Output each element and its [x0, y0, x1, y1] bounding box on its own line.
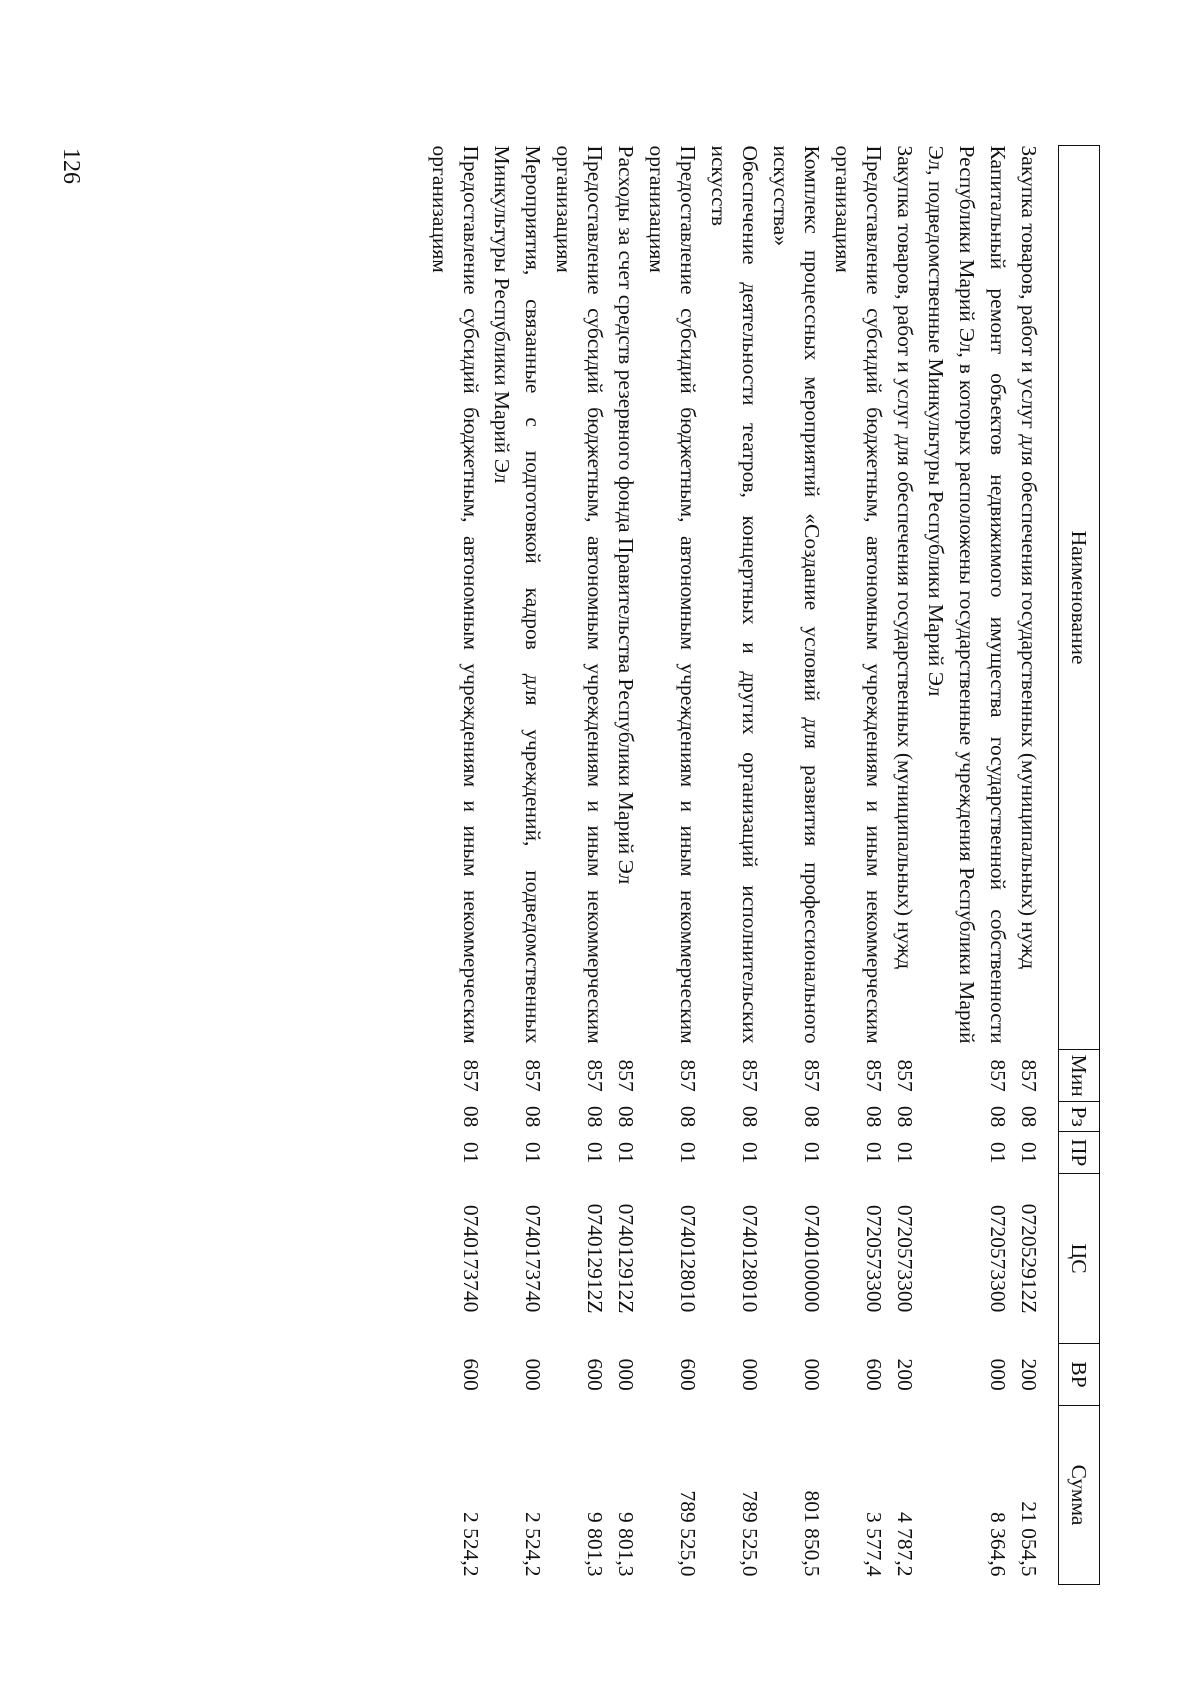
row-vr: 600 [583, 1358, 607, 1391]
row-rz: 08 [676, 1105, 700, 1128]
row-vr: 600 [459, 1358, 483, 1391]
row-cs: 074012912Z [614, 1203, 638, 1314]
row-pr: 01 [893, 1141, 917, 1164]
row-sum: 9 801,3 [614, 1512, 638, 1577]
row-vr: 600 [676, 1358, 700, 1391]
row-vr: 000 [738, 1358, 762, 1391]
header-name: Наименование [1059, 146, 1100, 1050]
header-min: Мин [1059, 1050, 1100, 1102]
header-spacer [1044, 146, 1059, 1585]
row-name: Закупка товаров, работ и услуг для обеспечения государственных (муниципальных) нужд [893, 145, 917, 970]
row-cs: 0720573300 [893, 1204, 917, 1313]
row-min: 857 [521, 1059, 545, 1092]
row-rz: 08 [738, 1105, 762, 1128]
row-cs: 0720573300 [986, 1204, 1010, 1313]
row-vr: 200 [1017, 1358, 1041, 1391]
row-sum: 9 801,3 [583, 1512, 607, 1577]
row-min: 857 [800, 1059, 824, 1092]
row-name: Комплекс процессных мероприятий «Создание условий для развития профессионального искусства» [769, 145, 824, 1044]
row-pr: 01 [986, 1141, 1010, 1164]
row-pr: 01 [676, 1141, 700, 1164]
row-min: 857 [459, 1059, 483, 1092]
row-rz: 08 [614, 1105, 638, 1128]
row-cs: 0740173740 [521, 1204, 545, 1313]
table-row [641, 146, 703, 1585]
row-vr: 000 [986, 1358, 1010, 1391]
row-name: Предоставление субсидий бюджетным, автономным учреждениям и иным некоммерческим организациям [428, 145, 483, 1044]
row-rz: 08 [521, 1105, 545, 1128]
header-sum: Сумма [1059, 1406, 1100, 1585]
row-cs: 0740128010 [676, 1204, 700, 1313]
row-name: Мероприятия, связанные с подготовкой кадров для учреждений, подведомственных Минкультуры Республики Марий Эл [490, 145, 545, 1044]
row-min: 857 [676, 1059, 700, 1092]
row-name: Расходы за счет средств резервного фонда Правительства Республики Марий Эл [614, 145, 638, 885]
row-sum: 789 525,0 [738, 1490, 762, 1577]
row-min: 857 [986, 1059, 1010, 1092]
row-vr: 000 [800, 1358, 824, 1391]
row-sum: 21 054,5 [1017, 1501, 1041, 1577]
budget-table [424, 145, 1100, 1585]
row-rz: 08 [893, 1105, 917, 1128]
row-min: 857 [1017, 1059, 1041, 1092]
row-cs: 0740128010 [738, 1204, 762, 1313]
row-pr: 01 [738, 1141, 762, 1164]
row-cs: 072052912Z [1017, 1203, 1041, 1314]
table-header [1059, 146, 1100, 1585]
row-vr: 200 [893, 1358, 917, 1391]
row-name: Закупка товаров, работ и услуг для обеспечения государственных (муниципальных) нужд [1017, 145, 1041, 970]
row-name: Капитальный ремонт объектов недвижимого имущества государственной собственности Республики Марий Эл, в которых расположены государственные учреждения Республики Марий Эл, подведомственные Минкультуры Республики Марий Эл [924, 145, 1010, 1044]
row-pr: 01 [800, 1141, 824, 1164]
header-pr: ПР [1059, 1132, 1100, 1174]
row-sum: 3 577,4 [862, 1512, 886, 1577]
header-vr: ВР [1059, 1344, 1100, 1406]
table-row [610, 146, 641, 1585]
table-row [920, 146, 1013, 1585]
row-rz: 08 [583, 1105, 607, 1128]
header-rz: Рз [1059, 1102, 1100, 1132]
row-pr: 01 [459, 1141, 483, 1164]
row-sum: 789 525,0 [676, 1490, 700, 1577]
row-pr: 01 [521, 1141, 545, 1164]
row-sum: 2 524,2 [459, 1512, 483, 1577]
row-sum: 801 850,5 [800, 1490, 824, 1577]
row-cs: 0740100000 [800, 1204, 824, 1313]
table-row [424, 146, 486, 1585]
row-vr: 000 [614, 1358, 638, 1391]
row-rz: 08 [459, 1105, 483, 1128]
table-row [1013, 146, 1044, 1585]
row-rz: 08 [862, 1105, 886, 1128]
table-row [548, 146, 610, 1585]
row-pr: 01 [583, 1141, 607, 1164]
row-min: 857 [614, 1059, 638, 1092]
row-name: Предоставление субсидий бюджетным, автономным учреждениям и иным некоммерческим организациям [552, 145, 607, 1044]
table-row [889, 146, 920, 1585]
row-min: 857 [893, 1059, 917, 1092]
row-min: 857 [738, 1059, 762, 1092]
row-name: Предоставление субсидий бюджетным, автономным учреждениям и иным некоммерческим организациям [831, 145, 886, 1044]
row-pr: 01 [862, 1141, 886, 1164]
row-name: Обеспечение деятельности театров, концертных и других организаций исполнительских искусств [707, 145, 762, 1044]
row-pr: 01 [614, 1141, 638, 1164]
table-row [486, 146, 548, 1585]
row-cs: 074012912Z [583, 1203, 607, 1314]
page-number: 126 [58, 148, 84, 184]
row-min: 857 [862, 1059, 886, 1092]
row-sum: 2 524,2 [521, 1512, 545, 1577]
rotated-page-content [100, 145, 1100, 1585]
row-pr: 01 [1017, 1141, 1041, 1164]
table-row [703, 146, 765, 1585]
row-rz: 08 [1017, 1105, 1041, 1128]
header-cs: ЦС [1059, 1174, 1100, 1344]
row-cs: 0740173740 [459, 1204, 483, 1313]
table-row [765, 146, 827, 1585]
table-body [424, 146, 1059, 1585]
row-vr: 600 [862, 1358, 886, 1391]
row-vr: 000 [521, 1358, 545, 1391]
row-name: Предоставление субсидий бюджетным, автономным учреждениям и иным некоммерческим организациям [645, 145, 700, 1044]
row-min: 857 [583, 1059, 607, 1092]
row-rz: 08 [986, 1105, 1010, 1128]
row-cs: 0720573300 [862, 1204, 886, 1313]
row-sum: 4 787,2 [893, 1512, 917, 1577]
row-rz: 08 [800, 1105, 824, 1128]
table-row [827, 146, 889, 1585]
row-sum: 8 364,6 [986, 1512, 1010, 1577]
